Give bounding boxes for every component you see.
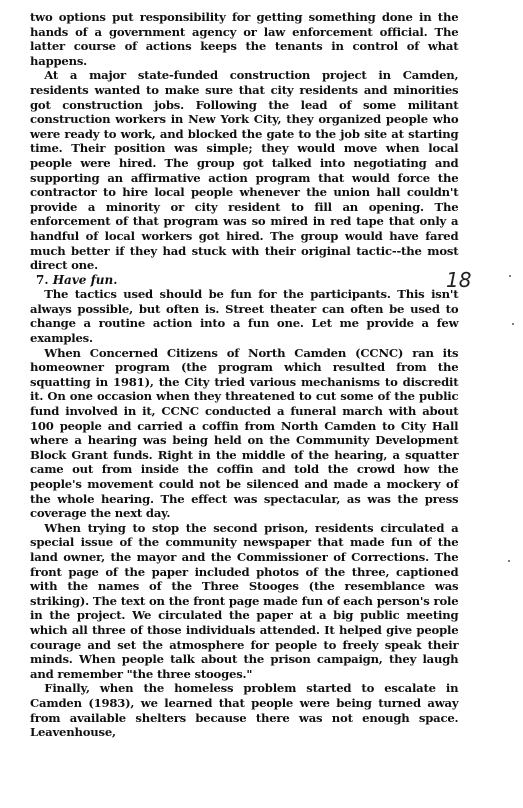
section-heading — [30, 267, 472, 292]
handwritten-page-number: 18 — [446, 267, 472, 292]
paragraph-tactics-fun: The tactics used should be fun for the participants. This isn't always possible, but often is. Street theater can often be used to change a routine action into a fun one. Let me provide a few examples. — [30, 287, 459, 346]
scan-speck — [512, 323, 514, 325]
paragraph-ccnc-funeral-march: When Concerned Citizens of North Camden (CCNC) ran its homeowner program (the program which resulted from the squatting in 1981), the City tried various mechanisms to discredit it. On one occasion when they threatened to cut some of the public fund involved in it, CCNC conducted a funeral march with about 100 people and carried a coffin from North Camden to City Hall where a hearing was being held on the Community Development Block Grant funds. Right in the middle of the hearing, a squatter came out from inside the coffin and told the crowd how the people's movement could not be silenced and made a mockery of the whole hearing. The effect was spectacular, as was the press coverage the next day. — [30, 345, 459, 521]
section-number: 7. — [36, 272, 49, 287]
document-page — [30, 10, 472, 740]
paragraph-options: two options put responsibility for getting something done in the hands of a government agency or law enforcement official. The latter course of actions keeps the tenants in control of what happens. — [30, 10, 459, 68]
paragraph-construction-project: At a major state-funded construction project in Camden, residents wanted to make sure that city residents and minorities got construction jobs. Following the lead of some militant construction workers in New York City, they organized people who were ready to work, and blocked the gate to the job site at starting time. Their position was simple; they would move when local people were hired. The group got talked into negotiating and supporting an affirmative action program that would force the contractor to hire local people whenever the union hall couldn't provide a minority or city resident to fill an opening. The enforcement of that program was so mired in red tape that only a handful of local workers got hired. The group would have fared much better if they had stuck with their original tactic--the most direct one. — [30, 68, 459, 273]
paragraph-three-stooges: When trying to stop the second prison, residents circulated a special issue of the community newspaper that made fun of the land owner, the mayor and the Commissioner of Corrections. The front page of the paper included photos of the three, captioned with the names of the Three Stooges (the resemblance was striking). The text on the front page made fun of each person's role in the project. We circulated the paper at a big public meeting which all three of those individuals attended. It helped give people courage and set the atmosphere for people to freely speak their minds. When people talk about the prison campaign, they laugh and remember "the three stooges." — [30, 520, 459, 681]
section-title: Have fun. — [52, 272, 118, 287]
paragraph-homeless-problem: Finally, when the homeless problem started to escalate in Camden (1983), we learned that people were being turned away from available shelters because there was not enough space. Leavenhouse, — [30, 681, 459, 740]
scan-speck — [508, 560, 510, 562]
scan-speck — [509, 275, 511, 277]
